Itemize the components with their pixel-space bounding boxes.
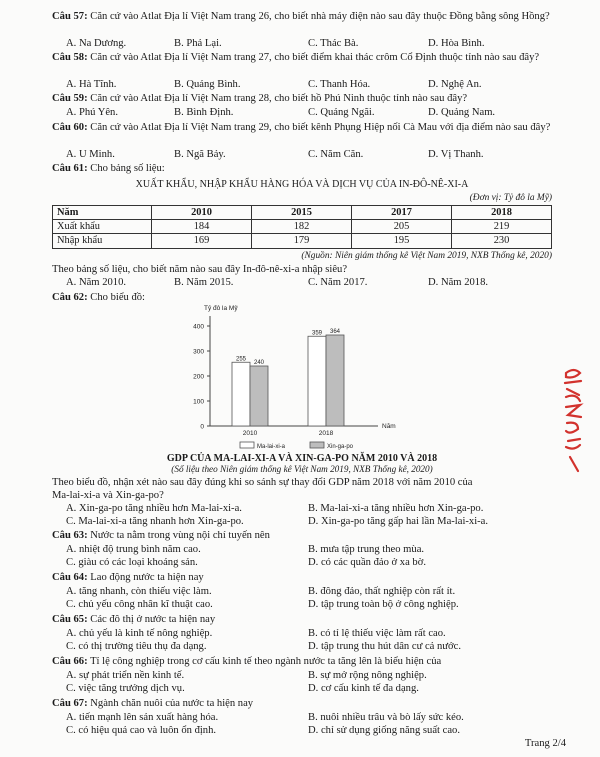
option-c[interactable]: C. việc tăng trưởng dịch vụ.	[66, 683, 185, 694]
header-cell: Năm	[53, 206, 152, 220]
x-tick-label: 2010	[242, 430, 258, 437]
option-b[interactable]: B. có tỉ lệ thiếu việc làm rất cao.	[308, 628, 446, 639]
data-label: 255	[235, 356, 247, 363]
option-b[interactable]: B. Bình Định.	[174, 107, 234, 118]
question-text: Căn cứ vào Atlat Địa lí Việt Nam trang 28, cho biết hồ Phú Ninh thuộc tỉnh nào sau đây?	[90, 93, 468, 104]
bar-Xin-ga-po-2010	[250, 366, 268, 426]
question-number: Câu 62:	[52, 292, 88, 303]
option-a[interactable]: A. Phú Yên.	[66, 107, 118, 118]
question-text: Cho biểu đồ:	[90, 292, 145, 303]
header-cell: 2017	[352, 206, 452, 220]
bar-Xin-ga-po-2018	[326, 335, 344, 426]
option-a[interactable]: A. sự phát triển nền kinh tế.	[66, 670, 185, 681]
question-64	[52, 571, 552, 584]
data-table	[52, 205, 552, 249]
table-row	[53, 234, 552, 248]
red-stamp-mark	[560, 365, 588, 475]
question-62	[52, 291, 552, 304]
question-63	[52, 529, 552, 542]
legend-label: Xin-ga-po	[327, 444, 354, 450]
option-a[interactable]: A. nhiệt độ trung bình năm cao.	[66, 544, 201, 555]
option-a[interactable]: A. Na Dương.	[66, 38, 127, 49]
question-number: Câu 58:	[52, 52, 88, 63]
option-c[interactable]: C. Quảng Ngãi.	[308, 107, 375, 118]
option-c[interactable]: C. Năm 2017.	[308, 277, 368, 288]
question-number: Câu 65:	[52, 614, 88, 625]
option-a[interactable]: A. tiến mạnh lên sản xuất hàng hóa.	[66, 712, 219, 723]
data-label: 359	[311, 330, 323, 337]
question-62-ask-line-2: Ma-lai-xi-a và Xin-ga-po?	[52, 490, 164, 501]
question-number: Câu 67:	[52, 698, 88, 709]
option-d[interactable]: D. chỉ sử dụng giống năng suất cao.	[308, 725, 460, 736]
table-cell: 182	[252, 220, 352, 234]
y-tick-label: 100	[193, 398, 204, 406]
option-b[interactable]: B. mưa tập trung theo mùa.	[308, 544, 425, 555]
option-b[interactable]: B. sự mở rộng nông nghiệp.	[308, 670, 427, 681]
x-axis-label: Năm	[382, 423, 396, 430]
y-axis-label: Tỷ đô la Mỹ	[204, 305, 238, 312]
option-c[interactable]: C. có thị trường tiêu thụ đa dạng.	[66, 641, 207, 652]
legend-swatch	[240, 442, 254, 448]
option-d[interactable]: D. tập trung toàn bộ ở công nghiệp.	[308, 599, 459, 610]
question-number: Câu 63:	[52, 530, 88, 541]
y-tick-label: 400	[193, 323, 204, 331]
table-cell: 219	[452, 220, 552, 234]
table-cell: 184	[152, 220, 252, 234]
question-text: Căn cứ vào Atlat Địa lí Việt Nam trang 27, cho biết điểm khai thác crôm Cổ Định thuộc tỉnh nào sau đây?	[90, 52, 540, 63]
option-a[interactable]: A. Hà Tĩnh.	[66, 79, 117, 90]
page-number: Trang 2/4	[524, 738, 566, 749]
option-c[interactable]: C. giàu có các loại khoáng sản.	[66, 557, 198, 568]
option-c[interactable]: C. có hiệu quả cao và luôn ổn định.	[66, 725, 217, 736]
option-b[interactable]: B. Phả Lại.	[174, 38, 222, 49]
legend-label: Ma-lai-xi-a	[257, 444, 286, 450]
option-b[interactable]: B. Ma-lai-xi-a tăng nhiều hơn Xin-ga-po.	[308, 503, 484, 514]
table-cell: Nhập khẩu	[53, 234, 152, 248]
question-text: Tỉ lệ công nghiệp trong cơ cấu kinh tế theo ngành nước ta tăng lên là biểu hiện của	[90, 656, 442, 667]
header-cell: 2018	[452, 206, 552, 220]
option-d[interactable]: D. cơ cấu kinh tế đa dạng.	[308, 683, 419, 694]
option-b[interactable]: B. Quảng Bình.	[174, 79, 241, 90]
question-text: Căn cứ vào Atlat Địa lí Việt Nam trang 26, cho biết nhà máy điện nào sau đây thuộc Đồng bằng sông Hồng?	[90, 11, 550, 22]
table-cell: Xuất khẩu	[53, 220, 152, 234]
question-text: Căn cứ vào Atlat Địa lí Việt Nam trang 29, cho biết kênh Phụng Hiệp nối Cà Mau với địa điểm nào sau đây?	[90, 122, 551, 133]
question-57	[52, 10, 552, 23]
question-65	[52, 613, 552, 626]
gdp-bar-chart	[170, 304, 420, 454]
table-cell: 230	[452, 234, 552, 248]
option-b[interactable]: B. đông đảo, thất nghiệp còn rất ít.	[308, 586, 456, 597]
legend-swatch	[310, 442, 324, 448]
question-text: Lao động nước ta hiện nay	[90, 572, 204, 583]
question-67	[52, 697, 552, 710]
option-d[interactable]: D. Quảng Nam.	[428, 107, 496, 118]
data-label: 240	[253, 360, 265, 366]
table-row	[53, 220, 552, 234]
question-58	[52, 51, 552, 64]
y-tick-label: 200	[193, 373, 204, 381]
question-number: Câu 66:	[52, 656, 88, 667]
table-title: XUẤT KHẨU, NHẬP KHẨU HÀNG HÓA VÀ DỊCH VỤ CỦA IN-ĐÔ-NÊ-XI-A	[135, 179, 469, 190]
option-b[interactable]: B. Ngã Bảy.	[174, 149, 226, 160]
question-60	[52, 121, 552, 134]
question-number: Câu 59:	[52, 93, 88, 104]
x-tick-label: 2018	[318, 430, 334, 437]
table-cell: 179	[252, 234, 352, 248]
question-66	[52, 655, 552, 668]
question-59	[52, 92, 552, 105]
chart-caption: GDP CỦA MA-LAI-XI-A VÀ XIN-GA-PO NĂM 2010 VÀ 2018	[166, 453, 438, 464]
option-d[interactable]: D. Vị Thanh.	[428, 149, 484, 160]
question-number: Câu 60:	[52, 122, 88, 133]
question-61	[52, 162, 552, 175]
y-tick-label: 0	[200, 423, 204, 431]
table-cell: 205	[352, 220, 452, 234]
option-b[interactable]: B. nuôi nhiều trâu và bò lấy sức kéo.	[308, 712, 464, 723]
option-d[interactable]: D. Nghệ An.	[428, 79, 482, 90]
option-c[interactable]: C. Năm Căn.	[308, 149, 364, 160]
question-62-ask-line-1: Theo biểu đồ, nhận xét nào sau đây đúng khi so sánh sự thay đổi GDP năm 2018 với năm 2010 của	[52, 477, 473, 488]
option-d[interactable]: D. Hòa Bình.	[428, 38, 485, 49]
table-cell: 195	[352, 234, 452, 248]
bar-Ma-lai-xi-a-2010	[232, 362, 250, 426]
table-source: (Nguồn: Niên giám thống kê Việt Nam 2019, NXB Thống kê, 2020)	[301, 251, 552, 261]
option-a[interactable]: A. Năm 2010.	[66, 277, 127, 288]
header-cell: 2015	[252, 206, 352, 220]
chart-caption-source: (Số liệu theo Niên giám thống kê Việt Nam 2019, NXB Thống kê, 2020)	[171, 464, 433, 474]
header-cell: 2010	[152, 206, 252, 220]
option-b[interactable]: B. Năm 2015.	[174, 277, 234, 288]
option-a[interactable]: A. tăng nhanh, còn thiếu việc làm.	[66, 586, 212, 597]
option-a[interactable]: A. Xin-ga-po tăng nhiều hơn Ma-lai-xi-a.	[66, 503, 242, 514]
option-c[interactable]: C. Ma-lai-xi-a tăng nhanh hơn Xin-ga-po.	[66, 516, 244, 527]
question-text: Ngành chăn nuôi của nước ta hiện nay	[90, 698, 254, 709]
question-text: Các đô thị ở nước ta hiện nay	[90, 614, 216, 625]
table-cell: 169	[152, 234, 252, 248]
option-a[interactable]: A. U Minh.	[66, 149, 115, 160]
option-c[interactable]: C. Thanh Hóa.	[308, 79, 371, 90]
y-tick-label: 300	[193, 348, 204, 356]
table-unit: (Đơn vị: Tỷ đô la Mỹ)	[469, 193, 552, 203]
question-text: Nước ta nằm trong vùng nội chí tuyến nên	[90, 530, 270, 541]
option-c[interactable]: C. chủ yếu công nhân kĩ thuật cao.	[66, 599, 213, 610]
option-d[interactable]: D. Năm 2018.	[428, 277, 489, 288]
option-d[interactable]: D. tập trung thu hút dân cư cả nước.	[308, 641, 461, 652]
question-61-ask: Theo bảng số liệu, cho biết năm nào sau đây In-đô-nê-xi-a nhập siêu?	[52, 264, 348, 275]
option-c[interactable]: C. Thác Bà.	[308, 38, 359, 49]
data-label: 364	[329, 329, 341, 335]
option-d[interactable]: D. Xin-ga-po tăng gấp hai lần Ma-lai-xi-a.	[308, 516, 489, 527]
option-d[interactable]: D. có các quần đảo ở xa bờ.	[308, 557, 426, 568]
option-a[interactable]: A. chủ yếu là kinh tế nông nghiệp.	[66, 628, 213, 639]
question-number: Câu 61:	[52, 163, 88, 174]
bar-Ma-lai-xi-a-2018	[308, 336, 326, 426]
table-header-row	[53, 206, 552, 220]
question-text: Cho bảng số liệu:	[90, 163, 165, 174]
question-number: Câu 64:	[52, 572, 88, 583]
question-number: Câu 57:	[52, 11, 88, 22]
